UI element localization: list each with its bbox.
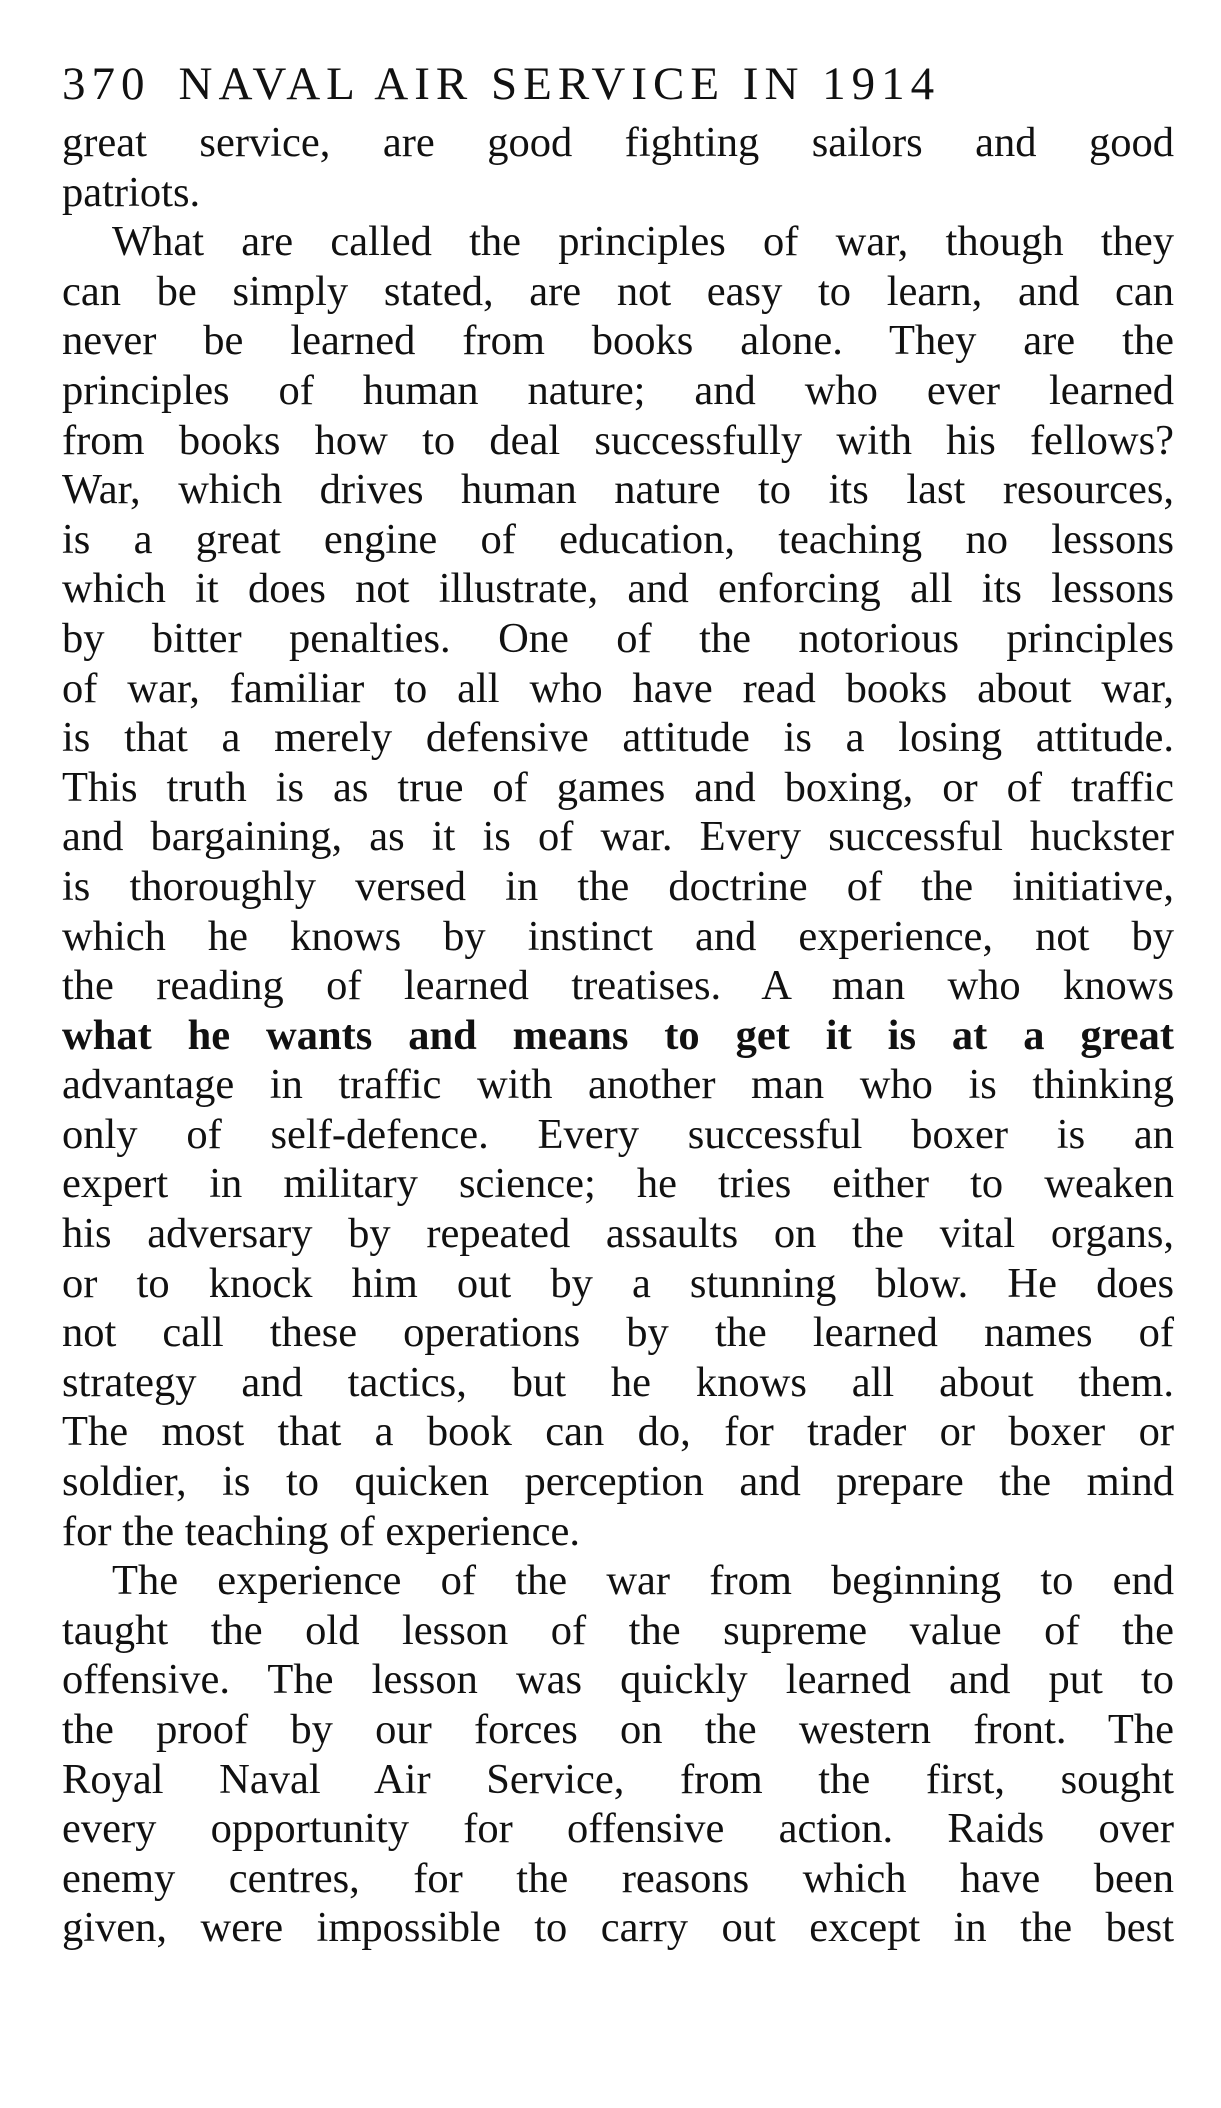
text-line: the proof by our forces on the western front. The [62, 1706, 1174, 1753]
text-line: offensive. The lesson was quickly learned and put to [62, 1656, 1174, 1704]
text-line: for the teaching of experience. [62, 1507, 580, 1555]
page-number: 370 [62, 58, 151, 110]
text-line: by bitter penalties. One of the notorious principles [62, 614, 1174, 662]
text-line: not call these operations by the learned names of [62, 1309, 1174, 1357]
text-line: given, were impossible to carry out except in the best [62, 1904, 1174, 1952]
text-line: from books how to deal successfully with his fellows? [62, 416, 1174, 464]
text-line: expert in military science; he tries either to weaken [62, 1160, 1174, 1208]
text-line: advantage in traffic with another man who is thinking [62, 1061, 1174, 1109]
text-line: and bargaining, as it is of war. Every successful huckster [62, 813, 1174, 861]
text-line: great service, are good fighting sailors and good [62, 119, 1174, 166]
paragraph-start-line: The experience of the war from beginning to end [112, 1557, 1174, 1605]
text-line: Royal Naval Air Service, from the first, sought [62, 1755, 1174, 1803]
text-line: The most that a book can do, for trader or boxer or [62, 1408, 1174, 1456]
running-head-title: NAVAL AIR SERVICE IN 1914 [178, 58, 941, 110]
text-line: patriots. [62, 168, 201, 216]
text-line: War, which drives human nature to its last resources, [62, 466, 1174, 514]
text-line: can be simply stated, are not easy to learn, and can [62, 267, 1174, 315]
text-line: his adversary by repeated assaults on the vital organs, [62, 1210, 1174, 1258]
text-line: or to knock him out by a stunning blow. He does [62, 1259, 1174, 1307]
text-line: principles of human nature; and who ever learned [62, 366, 1174, 414]
text-line: enemy centres, for the reasons which have been [62, 1854, 1174, 1902]
text-line: of war, familiar to all who have read books about war, [62, 664, 1174, 712]
text-line: soldier, is to quicken perception and prepare the mind [62, 1458, 1174, 1506]
running-head [62, 50, 1174, 118]
paragraph-start-line: What are called the principles of war, though they [112, 218, 1174, 266]
text-line: only of self-defence. Every successful boxer is an [62, 1110, 1174, 1158]
text-line: the reading of learned treatises. A man who knows [62, 962, 1174, 1010]
text-line: taught the old lesson of the supreme value of the [62, 1606, 1174, 1654]
text-line: is thoroughly versed in the doctrine of the initiative, [62, 862, 1174, 910]
text-line: is that a merely defensive attitude is a losing attitude. [62, 714, 1174, 762]
text-line: which it does not illustrate, and enforcing all its lessons [62, 565, 1174, 613]
text-line: every opportunity for offensive action. Raids over [62, 1805, 1174, 1853]
text-line: what he wants and means to get it is at a great [62, 1011, 1174, 1059]
text-line: never be learned from books alone. They are the [62, 317, 1174, 365]
book-page [62, 50, 1174, 1953]
text-line: which he knows by instinct and experience, not by [62, 912, 1174, 960]
text-line: strategy and tactics, but he knows all about them. [62, 1358, 1174, 1406]
text-line: is a great engine of education, teaching no lessons [62, 515, 1174, 563]
text-line: This truth is as true of games and boxing, or of traffic [62, 763, 1174, 811]
body-text [62, 118, 1174, 1953]
